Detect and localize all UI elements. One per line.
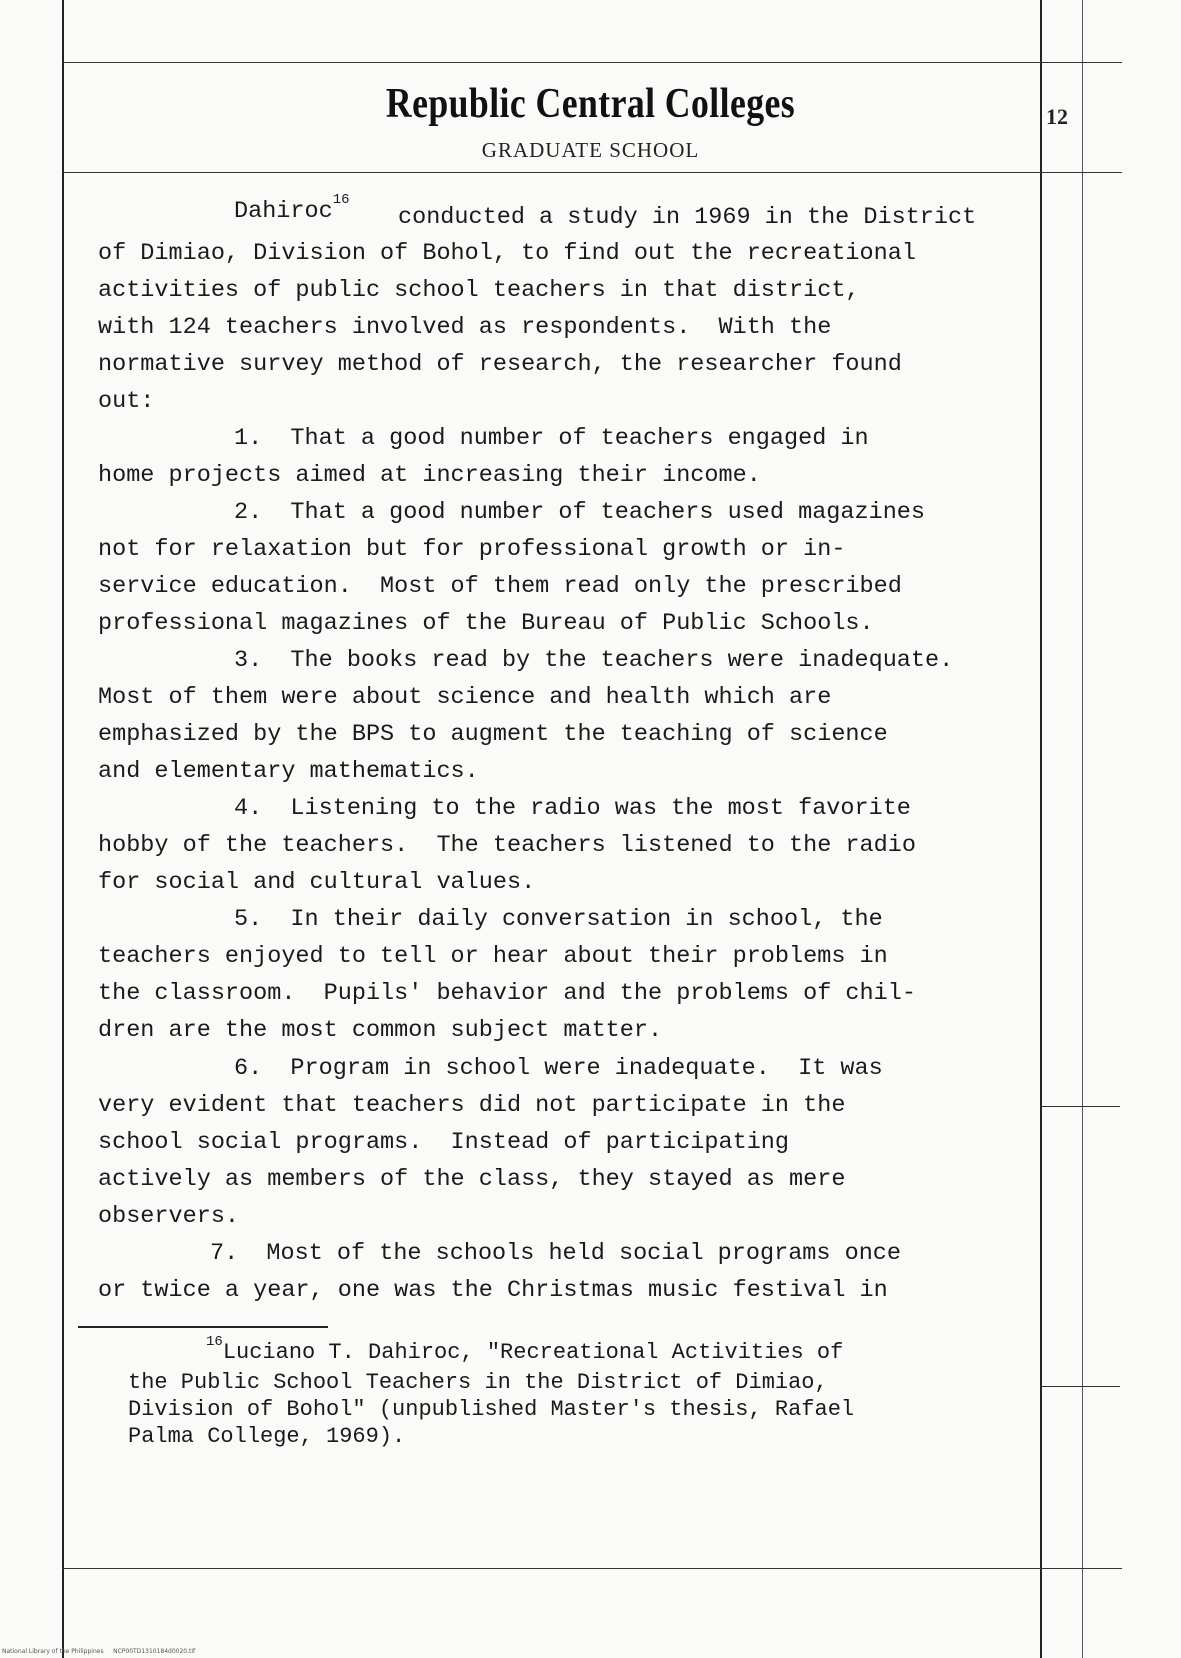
college-name: Republic Central Colleges bbox=[385, 81, 796, 127]
footnote-ref: 16 bbox=[332, 192, 350, 208]
body-line-1a bbox=[234, 192, 350, 225]
body-line: service education. Most of them read only the prescribed bbox=[98, 573, 902, 600]
graduate-school-label: GRADUATE SCHOOL bbox=[481, 138, 700, 162]
finding-4: 4. Listening to the radio was the most favorite bbox=[234, 795, 911, 822]
body-line: out: bbox=[98, 388, 155, 415]
body-line-1b: conducted a study in 1969 in the District bbox=[398, 204, 977, 231]
footnote-line-1: $^{16}$Luciano T. Dahiroc, "Recreational Activities of bbox=[206, 1334, 844, 1365]
footnote-rule bbox=[78, 1326, 328, 1328]
body-line: of Dimiao, Division of Bohol, to find out the recreational bbox=[98, 240, 916, 267]
page-number: 12 bbox=[1046, 104, 1068, 129]
footnote-line: Division of Bohol" (unpublished Master's thesis, Rafael bbox=[128, 1397, 855, 1422]
bottom-rule bbox=[62, 1568, 1122, 1569]
margin-tick-2 bbox=[1040, 1386, 1120, 1387]
body-line: and elementary mathematics. bbox=[98, 758, 479, 785]
body-line: with 124 teachers involved as respondents. With the bbox=[98, 314, 832, 341]
body-line: normative survey method of research, the researcher found bbox=[98, 351, 902, 378]
body-line: teachers enjoyed to tell or hear about their problems in bbox=[98, 943, 888, 970]
body-line: or twice a year, one was the Christmas music festival in bbox=[98, 1277, 888, 1304]
body-line: home projects aimed at increasing their income. bbox=[98, 462, 761, 489]
body-line: professional magazines of the Bureau of Public Schools. bbox=[98, 610, 874, 637]
left-margin-line bbox=[62, 0, 64, 1658]
body-line: the classroom. Pupils' behavior and the problems of chil- bbox=[98, 980, 916, 1007]
top-rule bbox=[62, 62, 1122, 63]
body-line: for social and cultural values. bbox=[98, 869, 536, 896]
header-rule bbox=[62, 172, 1122, 173]
body-line: school social programs. Instead of participating bbox=[98, 1129, 790, 1156]
footnote-line: Palma College, 1969). bbox=[128, 1424, 406, 1449]
margin-tick-1 bbox=[1040, 1106, 1120, 1107]
finding-3: 3. The books read by the teachers were inadequate. bbox=[234, 647, 954, 674]
body-line: very evident that teachers did not participate in the bbox=[98, 1092, 846, 1119]
body-line: Most of them were about science and health which are bbox=[98, 684, 832, 711]
body-line: dren are the most common subject matter. bbox=[98, 1017, 663, 1044]
body-line: actively as members of the class, they stayed as mere bbox=[98, 1166, 846, 1193]
right-margin-line bbox=[1040, 0, 1042, 1658]
body-line: not for relaxation but for professional growth or in- bbox=[98, 536, 846, 563]
body-line: observers. bbox=[98, 1203, 240, 1230]
finding-7: 7. Most of the schools held social programs once bbox=[210, 1240, 902, 1267]
body-line: emphasized by the BPS to augment the teaching of science bbox=[98, 721, 888, 748]
finding-6: 6. Program in school were inadequate. It was bbox=[234, 1055, 883, 1082]
author-name: Dahiroc bbox=[234, 198, 333, 225]
body-line: hobby of the teachers. The teachers listened to the radio bbox=[98, 832, 916, 859]
footnote-line: the Public School Teachers in the District of Dimiao, bbox=[128, 1370, 828, 1395]
outer-right-line bbox=[1082, 0, 1083, 1658]
finding-2: 2. That a good number of teachers used magazines bbox=[234, 499, 926, 526]
footnote-mark: 16 bbox=[206, 1334, 223, 1350]
body-line: activities of public school teachers in that district, bbox=[98, 277, 860, 304]
scanner-label: National Library of the Philippines NCP00TD1310184d0020.tif bbox=[2, 1648, 196, 1655]
finding-1: 1. That a good number of teachers engaged in bbox=[234, 425, 869, 452]
finding-5: 5. In their daily conversation in school, the bbox=[234, 906, 883, 933]
